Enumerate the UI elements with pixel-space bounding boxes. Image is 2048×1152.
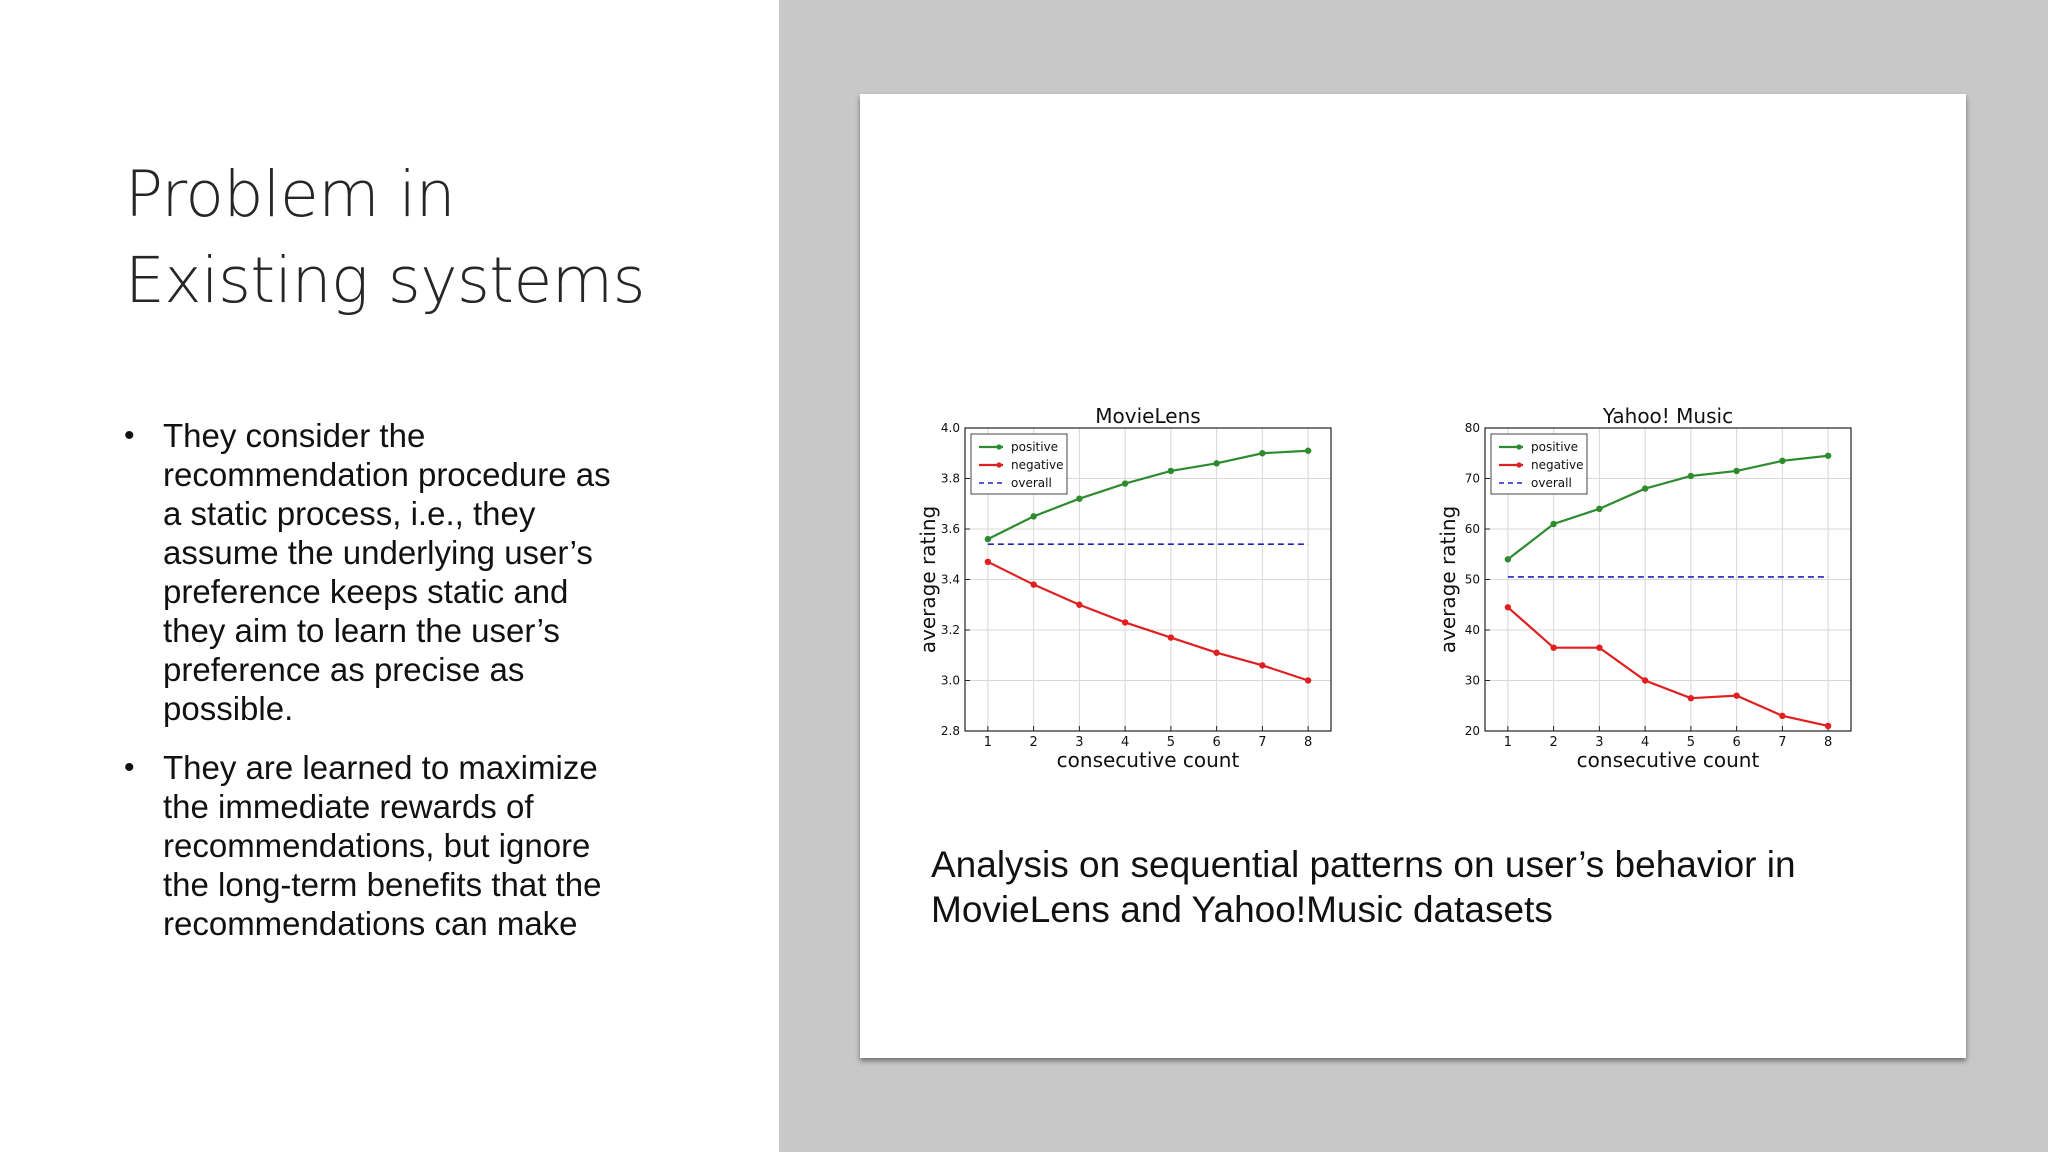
x-tick-label: 2 bbox=[1029, 735, 1038, 750]
y-tick-label: 3.2 bbox=[940, 623, 960, 637]
data-point-positive bbox=[1733, 468, 1739, 474]
bullet-line: recommendations can make bbox=[163, 905, 578, 942]
data-point-positive bbox=[1122, 480, 1128, 486]
bullet-line: They consider the bbox=[163, 417, 426, 454]
figure-caption bbox=[931, 842, 1931, 932]
y-tick-label: 4.0 bbox=[940, 421, 960, 435]
bullet-line: preference as precise as bbox=[163, 651, 525, 688]
legend-label: overall bbox=[1011, 476, 1052, 490]
y-axis-label: average rating bbox=[1436, 505, 1460, 654]
x-tick-label: 1 bbox=[1503, 735, 1513, 750]
x-tick-label: 6 bbox=[1732, 735, 1741, 750]
data-point-negative bbox=[1168, 634, 1174, 640]
x-tick-label: 4 bbox=[1120, 735, 1130, 750]
bullet-line: they aim to learn the user’s bbox=[163, 612, 560, 649]
bullet-dot: • bbox=[124, 419, 135, 452]
bullet-line: possible. bbox=[163, 690, 294, 727]
data-point-positive bbox=[1259, 450, 1265, 456]
legend-label: negative bbox=[1531, 458, 1584, 472]
data-point-negative bbox=[1733, 692, 1739, 698]
chart-title: Yahoo! Music bbox=[1602, 404, 1734, 428]
data-point-positive bbox=[1596, 506, 1602, 512]
data-point-negative bbox=[1779, 713, 1785, 719]
legend-marker-positive bbox=[1516, 444, 1521, 449]
bullet-list bbox=[124, 416, 684, 963]
x-tick-label: 7 bbox=[1778, 735, 1787, 750]
y-tick-label: 3.0 bbox=[940, 673, 960, 688]
bullet-dot: • bbox=[124, 751, 135, 784]
x-tick-label: 5 bbox=[1686, 735, 1696, 750]
y-tick-label: 20 bbox=[1464, 724, 1480, 738]
bullet-line: assume the underlying user’s bbox=[163, 534, 593, 571]
x-tick-label: 6 bbox=[1212, 735, 1221, 750]
y-tick-label: 30 bbox=[1464, 673, 1480, 688]
bullet-item-immediate-rewards bbox=[124, 748, 684, 943]
bullet-line: recommendations, but ignore bbox=[163, 827, 591, 864]
data-point-positive bbox=[1642, 485, 1648, 491]
data-point-negative bbox=[1076, 602, 1082, 608]
data-point-positive bbox=[1030, 513, 1036, 519]
chart-title: MovieLens bbox=[1095, 404, 1201, 428]
x-axis-label: consecutive count bbox=[1576, 748, 1760, 772]
legend-label: negative bbox=[1011, 458, 1064, 472]
legend-marker-negative bbox=[1516, 462, 1521, 467]
bullet-line: the immediate rewards of bbox=[163, 788, 534, 825]
title-line-1: Problem in bbox=[125, 158, 456, 231]
y-tick-label: 2.8 bbox=[940, 724, 960, 738]
x-tick-label: 2 bbox=[1549, 735, 1558, 750]
data-point-negative bbox=[1642, 677, 1648, 683]
y-tick-label: 80 bbox=[1464, 421, 1480, 435]
y-tick-label: 50 bbox=[1464, 572, 1480, 587]
y-tick-label: 70 bbox=[1464, 471, 1480, 486]
bullet-line: the long-term benefits that the bbox=[163, 866, 602, 903]
series-line-negative bbox=[1508, 607, 1828, 726]
movielens-chart bbox=[915, 400, 1375, 780]
x-tick-label: 5 bbox=[1166, 735, 1176, 750]
data-point-positive bbox=[1825, 453, 1831, 459]
data-point-negative bbox=[1213, 650, 1219, 656]
y-tick-label: 3.8 bbox=[940, 471, 960, 486]
legend-label: positive bbox=[1011, 440, 1059, 454]
data-point-negative bbox=[985, 559, 991, 565]
bullet-line: recommendation procedure as bbox=[163, 456, 611, 493]
caption-line-1: Analysis on sequential patterns on user’s behavior in bbox=[931, 844, 1796, 885]
y-tick-label: 40 bbox=[1464, 623, 1480, 637]
data-point-negative bbox=[1259, 662, 1265, 668]
x-tick-label: 3 bbox=[1075, 735, 1084, 750]
data-point-negative bbox=[1505, 604, 1511, 610]
bullet-line: They are learned to maximize bbox=[163, 749, 598, 786]
data-point-positive bbox=[1550, 521, 1556, 527]
data-point-positive bbox=[1213, 460, 1219, 466]
bullet-item-static-process bbox=[124, 416, 684, 728]
x-tick-label: 4 bbox=[1640, 735, 1650, 750]
y-tick-label: 3.4 bbox=[940, 572, 960, 587]
data-point-negative bbox=[1550, 644, 1556, 650]
slide-title bbox=[125, 152, 745, 324]
data-point-negative bbox=[1030, 581, 1036, 587]
data-point-positive bbox=[1505, 556, 1511, 562]
title-line-2: Existing systems bbox=[125, 244, 645, 317]
data-point-positive bbox=[1168, 468, 1174, 474]
data-point-negative bbox=[1122, 619, 1128, 625]
y-tick-label: 3.6 bbox=[940, 522, 960, 536]
data-point-positive bbox=[1305, 448, 1311, 454]
x-tick-label: 3 bbox=[1595, 735, 1604, 750]
bullet-line: a static process, i.e., they bbox=[163, 495, 536, 532]
caption-line-2: MovieLens and Yahoo!Music datasets bbox=[931, 889, 1553, 930]
x-tick-label: 8 bbox=[1823, 735, 1833, 750]
data-point-negative bbox=[1688, 695, 1694, 701]
yahoo-music-chart bbox=[1435, 400, 1895, 780]
data-point-positive bbox=[985, 536, 991, 542]
data-point-negative bbox=[1825, 723, 1831, 729]
data-point-positive bbox=[1076, 496, 1082, 502]
legend-label: positive bbox=[1531, 440, 1579, 454]
legend-marker-positive bbox=[996, 444, 1001, 449]
x-tick-label: 1 bbox=[983, 735, 993, 750]
data-point-positive bbox=[1688, 473, 1694, 479]
data-point-positive bbox=[1779, 458, 1785, 464]
data-point-negative bbox=[1305, 677, 1311, 683]
legend-label: overall bbox=[1531, 476, 1572, 490]
x-tick-label: 8 bbox=[1303, 735, 1313, 750]
x-axis-label: consecutive count bbox=[1056, 748, 1240, 772]
y-axis-label: average rating bbox=[916, 505, 940, 654]
data-point-negative bbox=[1596, 644, 1602, 650]
y-tick-label: 60 bbox=[1464, 522, 1480, 536]
legend-marker-negative bbox=[996, 462, 1001, 467]
bullet-line: preference keeps static and bbox=[163, 573, 569, 610]
x-tick-label: 7 bbox=[1258, 735, 1267, 750]
